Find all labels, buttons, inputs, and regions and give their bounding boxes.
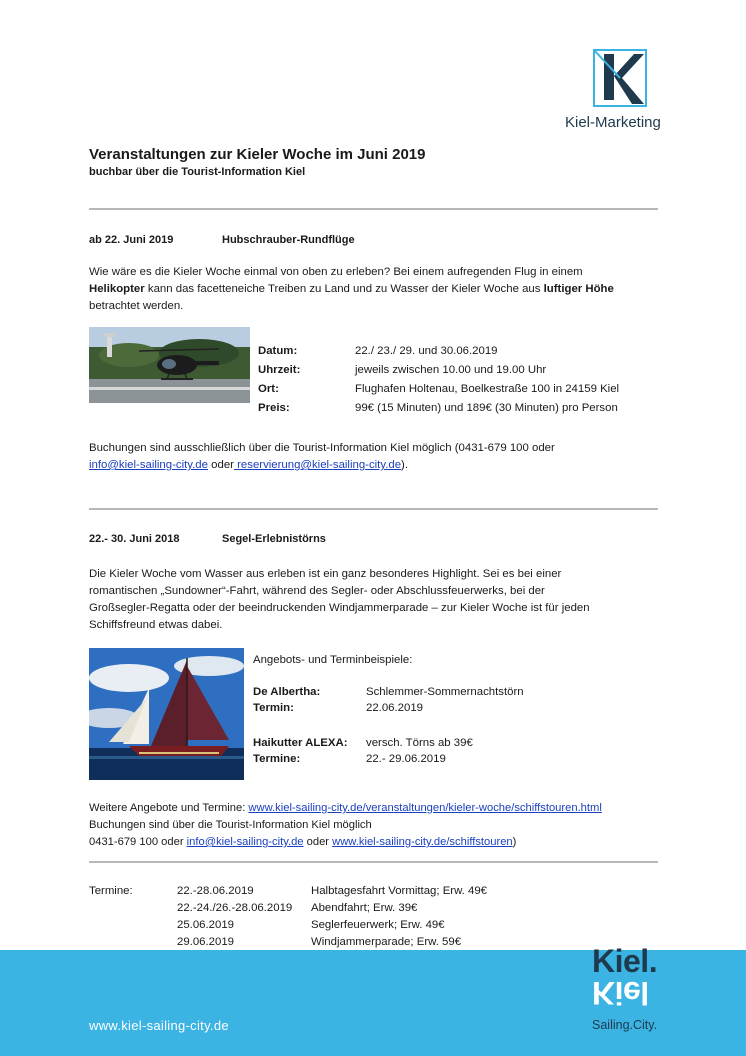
offers-list: [253, 684, 653, 774]
offer-label: Termin:: [253, 702, 294, 714]
termine-table: [177, 883, 577, 953]
offer-label: De Albertha:: [253, 686, 321, 698]
termin-date: 25.06.2019: [177, 919, 235, 931]
email-link-reservierung[interactable]: reservierung@kiel-sailing-city.de: [233, 459, 402, 471]
section1-date: ab 22. Juni 2019: [89, 234, 174, 246]
brand-caption: Sailing.City.: [592, 1018, 658, 1032]
offer-value: Schlemmer-Sommernachtstörn: [366, 686, 524, 698]
section2-more: Weitere Angebote und Termine: www.kiel-sailing-city.de/veranstaltungen/kieler-woche/schiffstouren.html Buchungen sind über die Tourist-Information Kiel möglich 0431-679 100 oder info@kiel-sailing-city.de oder www.kiel-sailing-city.de/schiffstouren): [89, 802, 602, 848]
termin-desc: Halbtagesfahrt Vormittag; Erw. 49€: [311, 885, 488, 897]
sailing-ship-photo: [89, 648, 244, 780]
section2-intro: Die Kieler Woche vom Wasser aus erleben ist ein ganz besonderes Highlight. Sei es bei einer romantischen „Sundowner“-Fahrt, während des Segler- oder Abschlussfeuerwerks, bei der Großsegler-Regatta oder der beeindruckenden Windjammerparade – zur Kieler Woche ist für jeden Schiffsfreund etwas dabei.: [89, 568, 590, 631]
detail-row: Ort: Flughafen Holtenau, Boelkestraße 100 in 24159 Kiel: [258, 383, 620, 395]
section1-intro: Wie wäre es die Kieler Woche einmal von oben zu erleben? Bei einem aufregenden Flug in einem Helikopter kann das facetteneiche Treiben zu Land und zu Wasser der Kieler Woche aus luftiger Höhe betrachtet werden.: [89, 266, 614, 312]
email-link-info[interactable]: info@kiel-sailing-city.de: [89, 459, 208, 471]
termin-date: 29.06.2019: [177, 936, 235, 948]
detail-row: Datum: 22./ 23./ 29. und 30.06.2019: [258, 345, 498, 357]
offers-title: Angebots- und Terminbeispiele:: [253, 654, 413, 666]
section2-date: 22.- 30. Juni 2018: [89, 533, 180, 545]
divider-1: [89, 208, 658, 210]
footer-url[interactable]: www.kiel-sailing-city.de: [89, 1018, 229, 1033]
termin-desc: Windjammerparade; Erw. 59€: [311, 936, 462, 948]
offer-label: Termine:: [253, 753, 301, 765]
schiffstouren-short-link[interactable]: www.kiel-sailing-city.de/schiffstouren: [332, 836, 513, 848]
schiffstouren-link[interactable]: www.kiel-sailing-city.de/veranstaltungen/kieler-woche/schiffstouren.html: [248, 802, 602, 814]
termine-label: Termine:: [89, 885, 133, 897]
divider-2: [89, 508, 658, 510]
section1-details: [258, 343, 658, 419]
termin-date: 22.-28.06.2019: [177, 885, 254, 897]
termin-date: 22.-24./26.-28.06.2019: [177, 902, 293, 914]
kiel-marketing-logo: [590, 48, 650, 108]
kiel-sailing-city-logo: [588, 944, 678, 1044]
offer-value: 22.06.2019: [366, 702, 424, 714]
offer-value: 22.- 29.06.2019: [366, 753, 446, 765]
termin-desc: Abendfahrt; Erw. 39€: [311, 902, 418, 914]
section1-heading: Hubschrauber-Rundflüge: [222, 234, 355, 246]
termin-desc: Seglerfeuerwerk; Erw. 49€: [311, 919, 445, 931]
offer-value: versch. Törns ab 39€: [366, 737, 473, 749]
page-subtitle: buchbar über die Tourist-Information Kiel: [89, 166, 306, 178]
helicopter-photo: [89, 327, 250, 403]
detail-row: Preis: 99€ (15 Minuten) und 189€ (30 Minuten) pro Person: [258, 402, 618, 414]
brand-line-1: Kiel.: [592, 943, 658, 979]
detail-row: Uhrzeit: jeweils zwischen 10.00 und 19.00 Uhr: [258, 364, 547, 376]
offer-label: Haikutter ALEXA:: [253, 737, 348, 749]
section2-heading: Segel-Erlebnistörns: [222, 533, 326, 545]
k-logo-icon: [590, 48, 650, 108]
divider-3: [89, 861, 658, 863]
brand-line-2: Kiel: [592, 975, 649, 1011]
section1-booking: Buchungen sind ausschließlich über die Tourist-Information Kiel möglich (0431-679 100 oder info@kiel-sailing-city.de oder reservierung@kiel-sailing-city.de).: [89, 442, 555, 471]
email-link-info-2[interactable]: info@kiel-sailing-city.de: [186, 836, 304, 848]
kiel-marketing-caption: Kiel-Marketing: [565, 114, 661, 131]
page-title: Veranstaltungen zur Kieler Woche im Juni 2019: [89, 146, 426, 163]
